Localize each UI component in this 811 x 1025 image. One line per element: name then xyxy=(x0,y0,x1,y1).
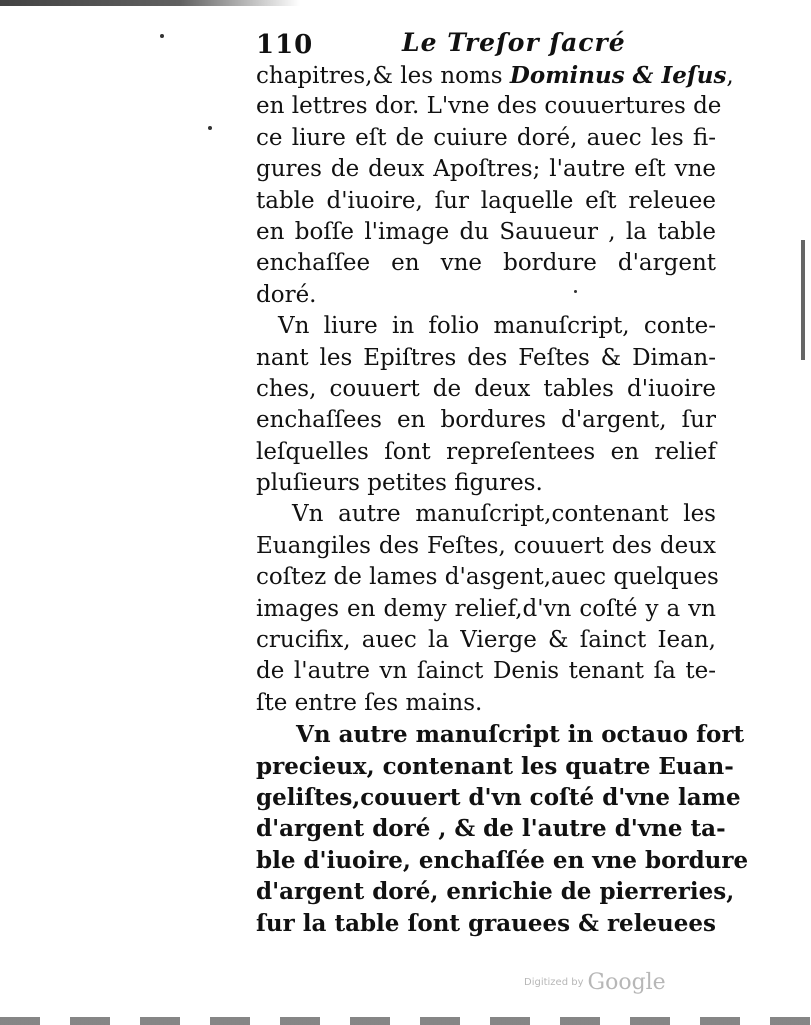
text-line: d'argent doré , & de l'autre d'vne ta- xyxy=(256,815,726,843)
text-line: ce liure eſt de cuiure doré, auec les fi- xyxy=(256,124,716,151)
text-line: d'argent doré, enrichie de pierreries, xyxy=(256,878,735,906)
italic-phrase: Dominus & Ieſus xyxy=(509,62,727,89)
text-line: en boſſe l'image du Sauueur , la table xyxy=(256,218,716,245)
text-line: Vn autre manuſcript in octauo fort xyxy=(296,721,745,749)
text-line: ſur la table ſont grauees & releuees xyxy=(256,909,716,937)
ink-speck xyxy=(208,126,212,130)
scan-edge-top xyxy=(0,0,300,6)
text-line: images en demy relief,d'vn coſté y a vn xyxy=(256,595,716,622)
text-line: gures de deux Apoſtres; l'autre eſt vne xyxy=(256,156,716,183)
text-line: enchaſſee en vne bordure d'argent xyxy=(256,250,716,277)
text-line: geliſtes,couuert d'vn coſté d'vne lame xyxy=(256,783,741,811)
text-line: ſte entre ſes mains. xyxy=(256,689,483,716)
text-line: enchaſſees en bordures d'argent, ſur xyxy=(256,407,716,434)
text-line: en lettres dor. L'vne des couuertures de xyxy=(256,93,722,120)
text-line: table d'iuoire, ſur laquelle eſt releuee xyxy=(256,187,716,214)
text-line: nant les Epiſtres des Feſtes & Diman- xyxy=(256,344,716,371)
ink-speck xyxy=(160,34,164,38)
body-text xyxy=(256,60,749,939)
text-line: ches, couuert de deux tables d'iuoire xyxy=(256,375,716,402)
page-header xyxy=(256,26,716,62)
google-watermark xyxy=(524,970,666,995)
text-line: leſquelles ſont repreſentees en relief xyxy=(256,438,716,465)
text-line: doré. xyxy=(256,281,317,308)
text-line: ble d'iuoire, enchaſſée en vne bordure xyxy=(256,846,749,874)
page-number: 110 xyxy=(256,30,314,60)
text-line: de l'autre vn ſainct Denis tenant ſa te- xyxy=(256,658,716,685)
watermark-digitized-by: Digitized by xyxy=(524,977,584,988)
google-logo: Google xyxy=(587,970,666,995)
text-line: crucifix, auec la Vierge & ſainct Iean, xyxy=(256,627,716,654)
text-line: pluſieurs petites figures. xyxy=(256,470,543,497)
text-line: Euangiles des Feſtes, couuert des deux xyxy=(256,532,716,559)
running-title: Le Treſor ſacré xyxy=(402,28,626,57)
text-line: precieux, contenant les quatre Euan- xyxy=(256,752,734,780)
text-line: Vn liure in folio manuſcript, conte- xyxy=(278,313,716,340)
scan-edge-right xyxy=(801,240,805,360)
text-line: Vn autre manuſcript,contenant les xyxy=(292,501,716,528)
scan-edge-bottom xyxy=(0,1017,811,1025)
text-line: chapitres,& les noms Dominus & Ieſus, xyxy=(256,62,734,89)
text-line: coſtez de lames d'asgent,auec quelques xyxy=(256,564,719,591)
